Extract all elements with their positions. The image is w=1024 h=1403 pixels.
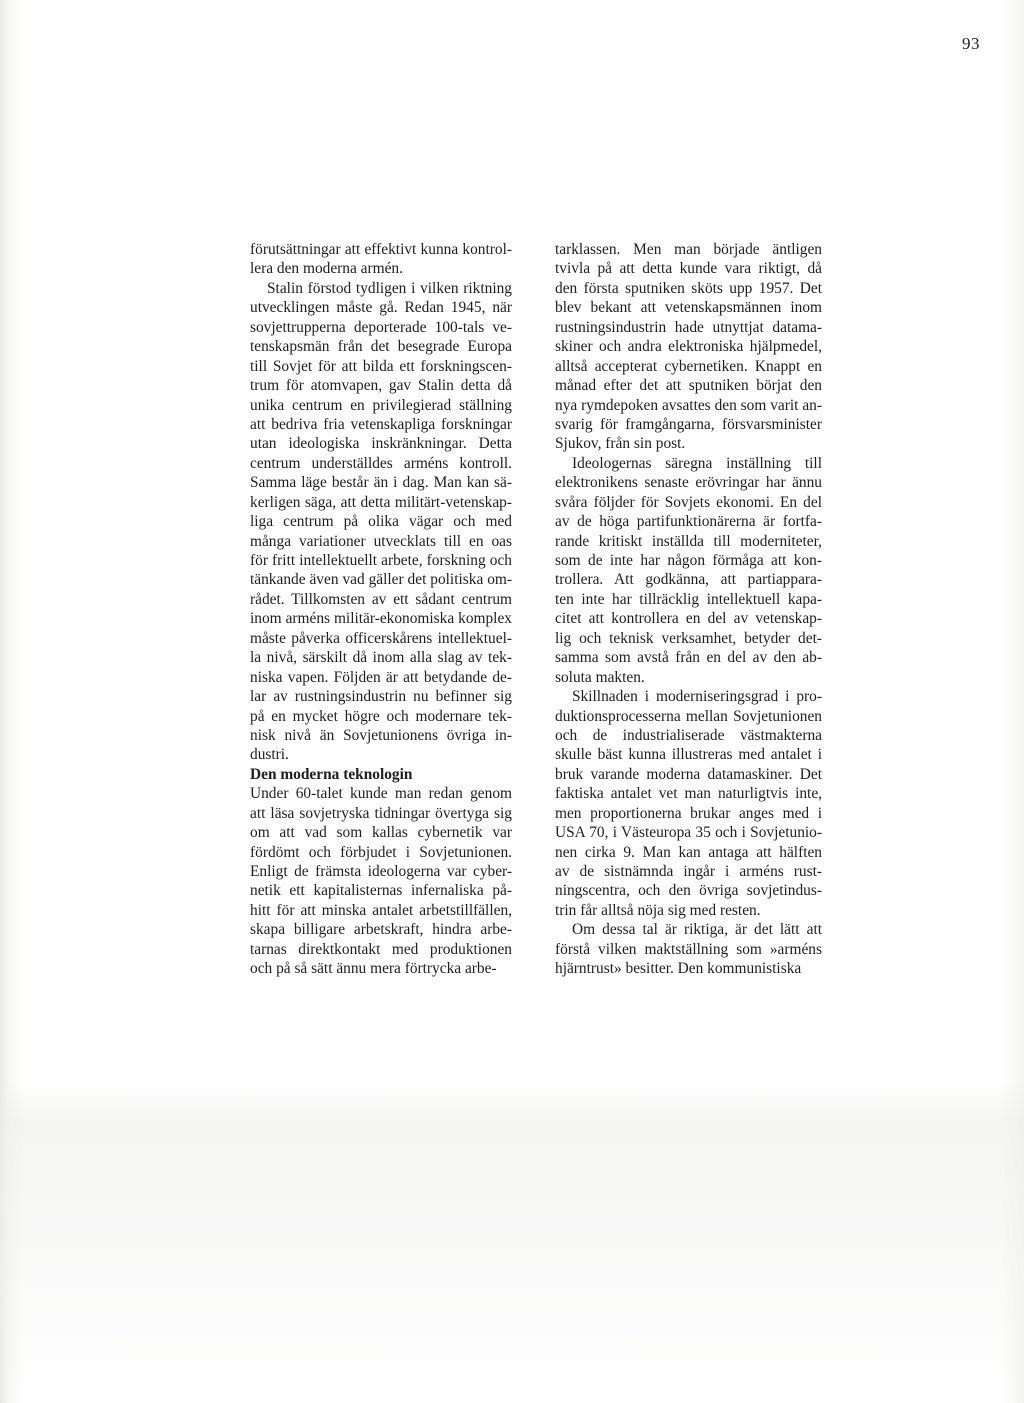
section-heading: Den moderna teknologin (250, 765, 413, 783)
left-column-line: lera den moderna armén. (250, 260, 403, 278)
left-column-line: förutsättningar att effektivt kunna kontrol- (250, 241, 512, 258)
left-column-line: trum för atomvapen, gav Stalin detta då (250, 377, 512, 395)
left-text-column (250, 240, 512, 979)
right-column-line: skulle bäst kunna illustreras med antalet i (555, 746, 822, 764)
right-column-line: men proportionerna brukar anges med i (555, 804, 822, 822)
left-column-line: tänkande även vad gäller det politiska om- (250, 571, 512, 589)
left-column-line: fördömt och förbjudet i Sovjetunionen. (250, 843, 512, 861)
right-column-line: elektronikens senaste erövringar har ännu (555, 474, 822, 492)
right-column-line: trin får alltså nöja sig med resten. (555, 901, 761, 919)
right-column-line: bruk varande moderna datamaskiner. Det (555, 765, 822, 783)
right-column-line: Skillnaden i moderniseringsgrad i pro- (572, 688, 822, 706)
left-column-line: för fritt intellektuellt arbete, forskning och (250, 552, 512, 569)
right-column-line: USA 70, i Västeuropa 35 och i Sovjetunio- (555, 824, 822, 842)
left-column-line: kerligen säga, att detta militärt-vetenskap- (250, 493, 512, 511)
left-column-line: måste påverka officerskårens intellektuel- (250, 629, 512, 647)
right-column-line: ningscentra, och den övriga sovjetindus- (555, 882, 822, 900)
right-column-line: rande kritiskt inställda till moderniteter, (555, 532, 822, 550)
right-column-line: citet att kontrollera en del av vetenskap- (555, 610, 822, 628)
right-column-line: duktionsprocesserna mellan Sovjetunionen (555, 707, 822, 725)
right-column-line: blev bekant att vetenskapsmännen inom (555, 299, 822, 317)
right-column-line: nen cirka 9. Man kan antaga att hälften (555, 843, 822, 861)
right-column-line: skiner och andra elektroniska hjälpmedel, (555, 338, 822, 356)
left-column-line: att läsa sovjetryska tidningar övertyga sig (250, 804, 512, 822)
left-column-line: Enligt de främsta ideologerna var cyber- (250, 863, 512, 880)
right-column-line: nya rymdepoken avsattes den som varit an- (555, 396, 822, 414)
right-column-line: tarklassen. Men man började äntligen (555, 241, 822, 258)
right-column-line: månad efter det att sputniken börjat den (555, 377, 822, 395)
right-column-line: förstå vilken maktställning som »arméns (555, 940, 822, 958)
left-column-line: om att vad som kallas cybernetik var (250, 824, 512, 842)
left-column-line: nisk nivå än Sovjetunionens övriga in- (250, 726, 512, 744)
scan-shadow (0, 1082, 1024, 1403)
left-column-line: och på så sätt ännu mera förtrycka arbe- (250, 960, 497, 978)
right-column-line: som de inte har någon förmåga att kon- (555, 552, 822, 569)
right-column-line: soluta makten. (555, 668, 645, 686)
right-column-line: svåra följder för Sovjets ekonomi. En del (555, 493, 822, 511)
right-column-line: faktiska antalet vet man naturligtvis inte, (555, 785, 822, 803)
left-column-line: tarnas direktkontakt med produktionen (250, 940, 512, 958)
right-column-line: av de sistnämnda ingår i arméns rust- (555, 863, 822, 880)
left-column-line: många variationer utvecklats till en oas (250, 532, 512, 550)
right-column-line: och de industrialiserade västmakterna (555, 726, 822, 744)
left-column-line: sovjettrupperna deporterade 100-tals ve- (250, 318, 512, 336)
left-column-line: till Sovjet för att bilda ett forskningscen- (250, 357, 512, 375)
left-column-line: netik ett kapitalisternas infernaliska på- (250, 882, 512, 900)
left-column-line: utvecklingen måste gå. Redan 1945, när (250, 299, 512, 317)
right-column-line: trollera. Att godkänna, att partiappara- (555, 571, 822, 589)
right-column-line: tvivla på att detta kunde vara riktigt, då (555, 260, 822, 278)
left-column-line: Stalin förstod tydligen i vilken riktning (267, 279, 512, 297)
right-column-line: alltså accepterat cybernetiken. Knappt en (555, 357, 822, 375)
left-column-line: lar av rustningsindustrin nu befinner sig (250, 688, 512, 706)
left-column-line: Under 60-talet kunde man redan genom (250, 785, 512, 803)
left-column-line: dustri. (250, 746, 289, 764)
left-column-line: skapa billigare arbetskraft, hindra arbe- (250, 921, 512, 939)
left-column-line: liga centrum på olika vägar och med (250, 513, 512, 531)
left-column-line: tenskapsmän från det besegrade Europa (250, 338, 512, 356)
right-column-line: svarig för framgångarna, försvarsminister (555, 415, 822, 433)
left-column-line: centrum underställdes arméns kontroll. (250, 454, 512, 472)
left-column-line: rådet. Tillkomsten av ett sådant centrum (250, 590, 512, 608)
right-column-line: av de höga partifunktionärerna är fortfa- (555, 513, 822, 531)
right-column-line: den första sputniken sköts upp 1957. Det (555, 279, 822, 297)
page-number: 93 (962, 34, 980, 53)
left-column-line: på en mycket högre och modernare tek- (250, 707, 512, 725)
left-column-line: niska vapen. Följden är att betydande de- (250, 668, 512, 686)
right-column-line: Om dessa tal är riktiga, är det lätt att (572, 921, 822, 939)
right-column-line: hjärntrust» besitter. Den kommunistiska (555, 960, 802, 978)
right-column-line: rustningsindustrin hade utnyttjat datama- (555, 318, 822, 336)
right-column-line: samma som avstå från en del av den ab- (555, 649, 822, 667)
left-column-line: utan ideologiska inskränkningar. Detta (250, 435, 512, 453)
right-column-line: Ideologernas säregna inställning till (572, 454, 822, 472)
left-column-line: unika centrum en privilegierad ställning (250, 396, 512, 414)
left-column-line: la nivå, särskilt då inom alla slag av tek- (250, 649, 512, 667)
right-text-column (555, 240, 822, 979)
left-column-line: att bedriva fria vetenskapliga forskningar (250, 415, 512, 433)
left-column-line: inom arméns militär-ekonomiska komplex (250, 610, 512, 628)
right-column-line: lig och teknisk verksamhet, betyder det- (555, 629, 822, 647)
right-column-line: ten inte har tillräcklig intellektuell kapa- (555, 590, 822, 608)
right-column-line: Sjukov, från sin post. (555, 435, 686, 453)
left-column-line: Samma läge består än i dag. Man kan sä- (250, 474, 512, 492)
left-column-line: hitt för att minska antalet arbetstillfällen, (250, 901, 512, 919)
